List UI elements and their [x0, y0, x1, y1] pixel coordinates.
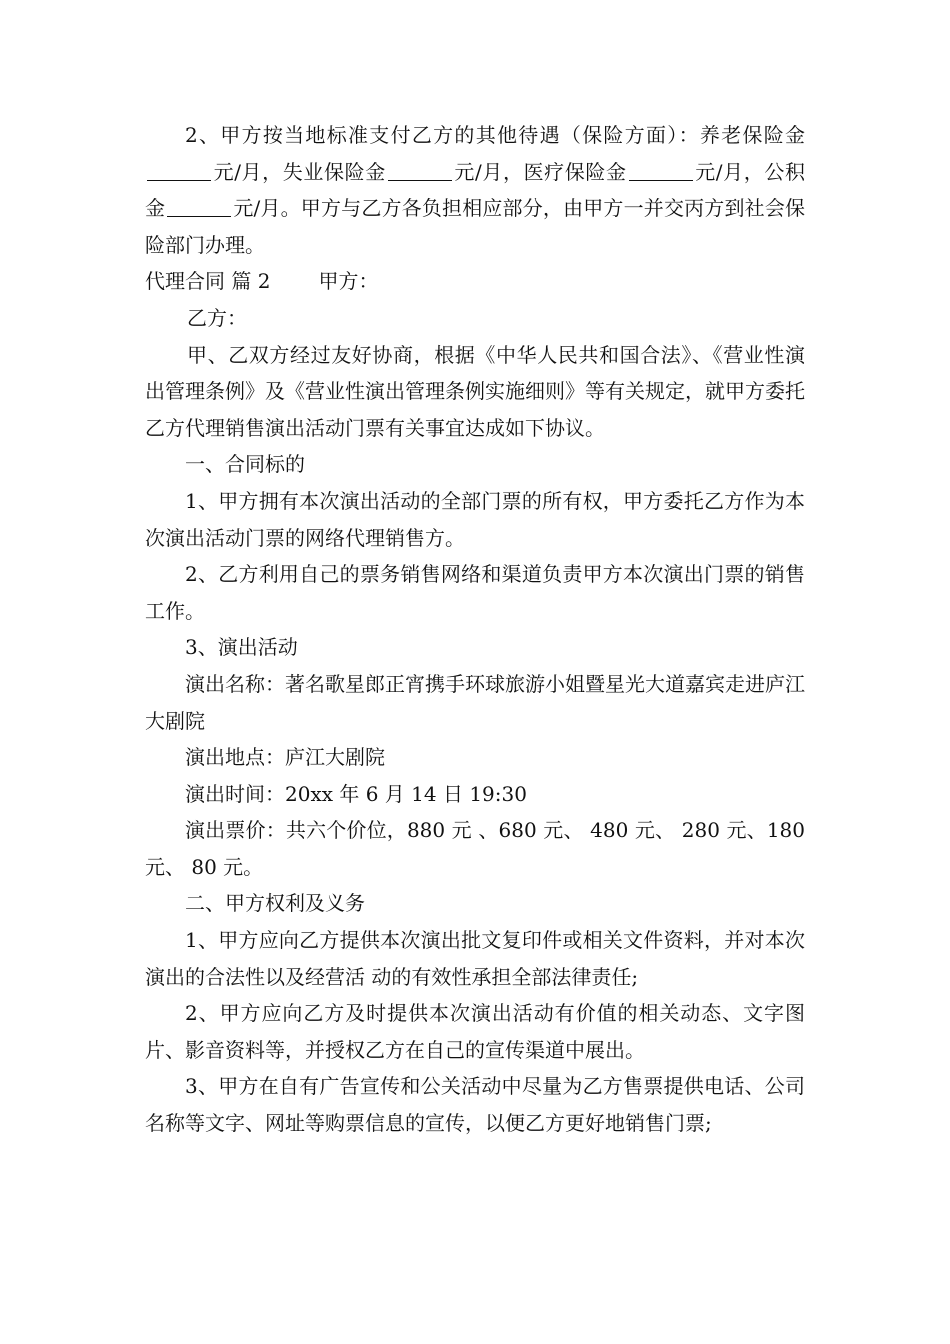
section-2-item-1: 1、甲方应向乙方提供本次演出批文复印件或相关文件资料，并对本次演出的合法性以及经营活 动的有效性承担全部法律责任; — [145, 928, 805, 989]
paragraph-insurance-part-c: 元/月，医疗保险金 — [453, 159, 627, 184]
section-1-item-3: 3、演出活动 — [185, 635, 298, 660]
party-a-label: 甲方： — [318, 269, 379, 294]
show-price: 演出票价：共六个价位，880 元 、680 元、 480 元、 280 元、180 元、 80 元。 — [145, 818, 805, 879]
blank-medical — [629, 160, 693, 181]
blank-unemployment — [388, 160, 452, 181]
document-body — [145, 117, 805, 1142]
section-1-item-2: 2、乙方利用自己的票务销售网络和渠道负责甲方本次演出门票的销售工作。 — [145, 562, 805, 623]
paragraph-insurance-part-d: 元/月，公积金 — [145, 159, 805, 221]
contract-heading-line — [145, 263, 805, 300]
blank-housing-fund — [167, 196, 231, 217]
blank-pension — [147, 160, 211, 181]
show-venue: 演出地点：庐江大剧院 — [185, 745, 385, 770]
section-2-item-3: 3、甲方在自有广告宣传和公关活动中尽量为乙方售票提供电话、公司名称等文字、网址等购票信息的宣传，以便乙方更好地销售门票; — [145, 1074, 805, 1136]
show-name: 演出名称：著名歌星郎正宵携手环球旅游小姐暨星光大道嘉宾走进庐江大剧院 — [145, 671, 805, 733]
party-b-label: 乙方： — [187, 305, 247, 330]
paragraph-insurance — [145, 117, 805, 263]
section-2-item-2: 2、甲方应向乙方及时提供本次演出活动有价值的相关动态、文字图片、影音资料等，并授权乙方在自己的宣传渠道中展出。 — [145, 1001, 805, 1062]
section-2-title: 二、甲方权利及义务 — [185, 891, 365, 916]
paragraph-intro: 甲、乙双方经过友好协商，根据《中华人民共和国合法》、《营业性演出管理条例》及《营业性演出管理条例实施细则》等有关规定，就甲方委托乙方代理销售演出活动门票有关事宜达成如下协议。 — [145, 342, 805, 440]
contract-title: 代理合同 篇 2 — [145, 269, 271, 294]
paragraph-insurance-part-a: 2、甲方按当地标准支付乙方的其他待遇（保险方面）：养老保险金 — [185, 123, 805, 147]
show-time: 演出时间：20xx 年 6 月 14 日 19:30 — [185, 781, 527, 806]
paragraph-insurance-part-e: 元/月。甲方与乙方各负担相应部分，由甲方一并交丙方到社会保险部门办理。 — [145, 196, 806, 257]
section-1-item-1: 1、甲方拥有本次演出活动的全部门票的所有权，甲方委托乙方作为本次演出活动门票的网络代理销售方。 — [145, 488, 805, 550]
section-1-title: 一、合同标的 — [185, 452, 305, 477]
paragraph-insurance-part-b: 元/月，失业保险金 — [213, 159, 386, 184]
